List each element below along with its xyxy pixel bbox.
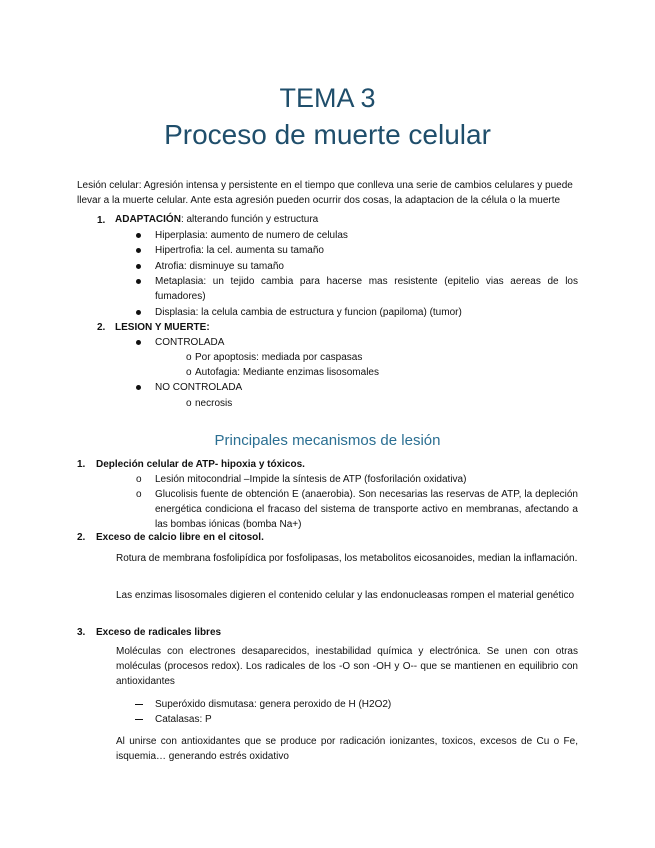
sub-bullet-marker: o xyxy=(136,489,142,500)
paragraph: Las enzimas lisosomales digieren el contenido celular y las endonucleasas rompen el material genético xyxy=(116,590,575,601)
paragraph: Al unirse con antioxidantes que se produce por radicación ionizantes, toxicos, excesos de Cu o Fe, isquemia… generando estrés oxidativo xyxy=(116,736,578,762)
section-1-heading xyxy=(115,212,318,227)
page-title: TEMA 3 xyxy=(279,83,376,113)
bullet-icon xyxy=(136,264,141,269)
list-item: Displasia: la celula cambia de estructura y funcion (papiloma) (tumor) xyxy=(155,307,462,318)
mechanism-1-number: 1. xyxy=(77,459,86,470)
section-heading-mecanismos: Principales mecanismos de lesión xyxy=(214,432,441,449)
paragraph: Moléculas con electrones desaparecidos, inestabilidad química y electrónica. Se unen con otras moléculas (procesos redox). Los radicales de los -O son -OH y O-- que se mantienen en equilibrio con antioxidantes xyxy=(116,646,578,687)
list-item: Hiperplasia: aumento de numero de celulas xyxy=(155,230,348,241)
list-item: Catalasas: P xyxy=(155,714,212,725)
sub-bullet-marker: o xyxy=(136,474,142,485)
list-item: Superóxido dismutasa: genera peroxido de H (H2O2) xyxy=(155,699,392,710)
mechanism-3-title: Exceso de radicales libres xyxy=(96,627,222,638)
mechanism-2-number: 2. xyxy=(77,532,86,543)
list-item: Metaplasia: un tejido cambia para hacerse mas resistente (epitelio vias aereas de los fumadores) xyxy=(155,276,578,302)
list-item: Glucolisis fuente de obtención E (anaerobia). Son necesarias las reservas de ATP, la depleción energética condiciona el fracaso del sistema de transporte activo en membranas, afectando a las bombas iónicas (bomba Na+) xyxy=(155,489,578,530)
list-item: Lesión mitocondrial –Impide la síntesis de ATP (fosforilación oxidativa) xyxy=(155,474,467,485)
controlada-label: CONTROLADA xyxy=(155,337,225,348)
section-2-number: 2. xyxy=(97,322,106,333)
section-1-number: 1. xyxy=(97,215,106,226)
sub-bullet-marker: o xyxy=(186,367,192,378)
list-item: Atrofia: disminuye su tamaño xyxy=(155,261,284,272)
bullet-icon xyxy=(136,310,141,315)
dash-bullet-icon xyxy=(135,719,143,720)
bullet-icon xyxy=(136,279,141,284)
list-item: Hipertrofia: la cel. aumenta su tamaño xyxy=(155,245,324,256)
mechanism-1-title: Depleción celular de ATP- hipoxia y tóxicos. xyxy=(96,459,305,470)
list-item: necrosis xyxy=(195,398,233,409)
bullet-icon xyxy=(136,233,141,238)
intro-line-1: Lesión celular: Agresión intensa y persistente en el tiempo que conlleva una serie de cambios celulares y puede xyxy=(77,180,573,191)
no-controlada-label: NO CONTROLADA xyxy=(155,382,243,393)
sub-bullet-marker: o xyxy=(186,398,192,409)
section-1-rest: : alterando función y estructura xyxy=(180,214,319,225)
mechanism-3-number: 3. xyxy=(77,627,86,638)
bullet-icon xyxy=(136,248,141,253)
section-2-heading: LESION Y MUERTE: xyxy=(115,322,210,333)
list-item: Por apoptosis: mediada por caspasas xyxy=(195,352,363,363)
bullet-icon xyxy=(136,385,141,390)
section-1-label: ADAPTACIÓN xyxy=(115,214,181,225)
mechanism-2-title: Exceso de calcio libre en el citosol. xyxy=(96,532,264,543)
bullet-icon xyxy=(136,340,141,345)
page-subtitle: Proceso de muerte celular xyxy=(164,119,491,150)
sub-bullet-marker: o xyxy=(186,352,192,363)
list-item: Autofagia: Mediante enzimas lisosomales xyxy=(195,367,379,378)
paragraph: Rotura de membrana fosfolipídica por fosfolipasas, los metabolitos eicosanoides, median la inflamación. xyxy=(116,553,578,564)
dash-bullet-icon xyxy=(135,704,143,705)
intro-line-2: llevar a la muerte celular. Ante esta agresión pueden ocurrir dos cosas, la adaptacion de la célula o la muerte xyxy=(77,195,561,206)
